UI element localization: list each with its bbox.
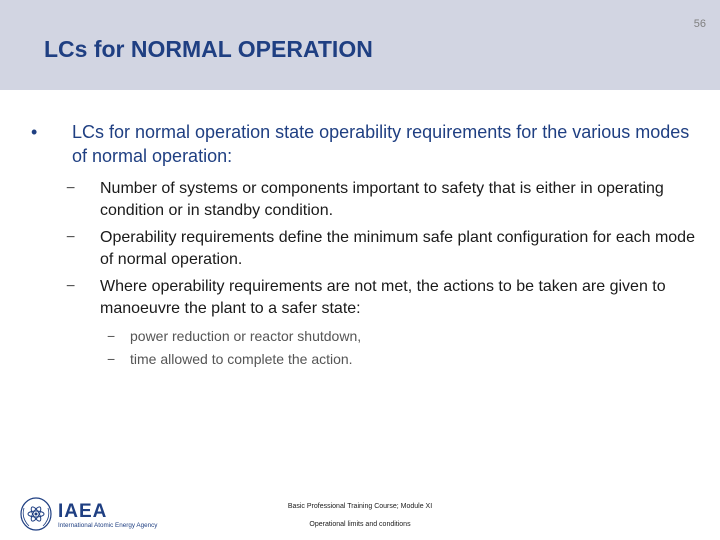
logo-subtitle: International Atomic Energy Agency [58,522,158,529]
bullet-marker: • [31,122,38,142]
sub-list [28,178,698,371]
list-item [28,227,698,271]
list-item [28,325,698,348]
footer [260,500,460,536]
slide-content [28,120,698,371]
dash-marker: − [107,351,116,367]
main-bullet-text: LCs for normal operation state operability requirements for the various modes of normal operation: [72,122,690,166]
list-item [28,178,698,222]
list-item [28,348,698,371]
main-bullet [28,120,698,168]
dash-marker: − [107,328,116,344]
sub-item-text: Number of systems or components important to safety that is either in operating condition or in standby condition. [100,180,664,219]
header-banner [0,0,720,90]
sub-item-text: Where operability requirements are not met, the actions to be taken are given to manoeuvre the plant to a safer state: [100,278,666,317]
iaea-logo [14,496,184,532]
sub-sub-item-text: time allowed to complete the action. [130,351,353,367]
dash-marker: − [66,229,76,246]
dash-marker: − [66,278,76,295]
sub-sub-item-text: power reduction or reactor shutdown, [130,328,362,344]
sub-sub-list [28,325,698,371]
page-title: LCs for NORMAL OPERATION [44,36,373,62]
footer-course: Basic Professional Training Course; Module XI [287,503,433,510]
footer-topic: Operational limits and conditions [309,521,411,528]
logo-name: IAEA [58,501,108,522]
slide-number: 56 [693,18,706,30]
atom-emblem-icon [21,498,51,530]
sub-item-text: Operability requirements define the minimum safe plant configuration for each mode of normal operation. [100,229,695,268]
dash-marker: − [66,180,76,197]
list-item [28,276,698,320]
